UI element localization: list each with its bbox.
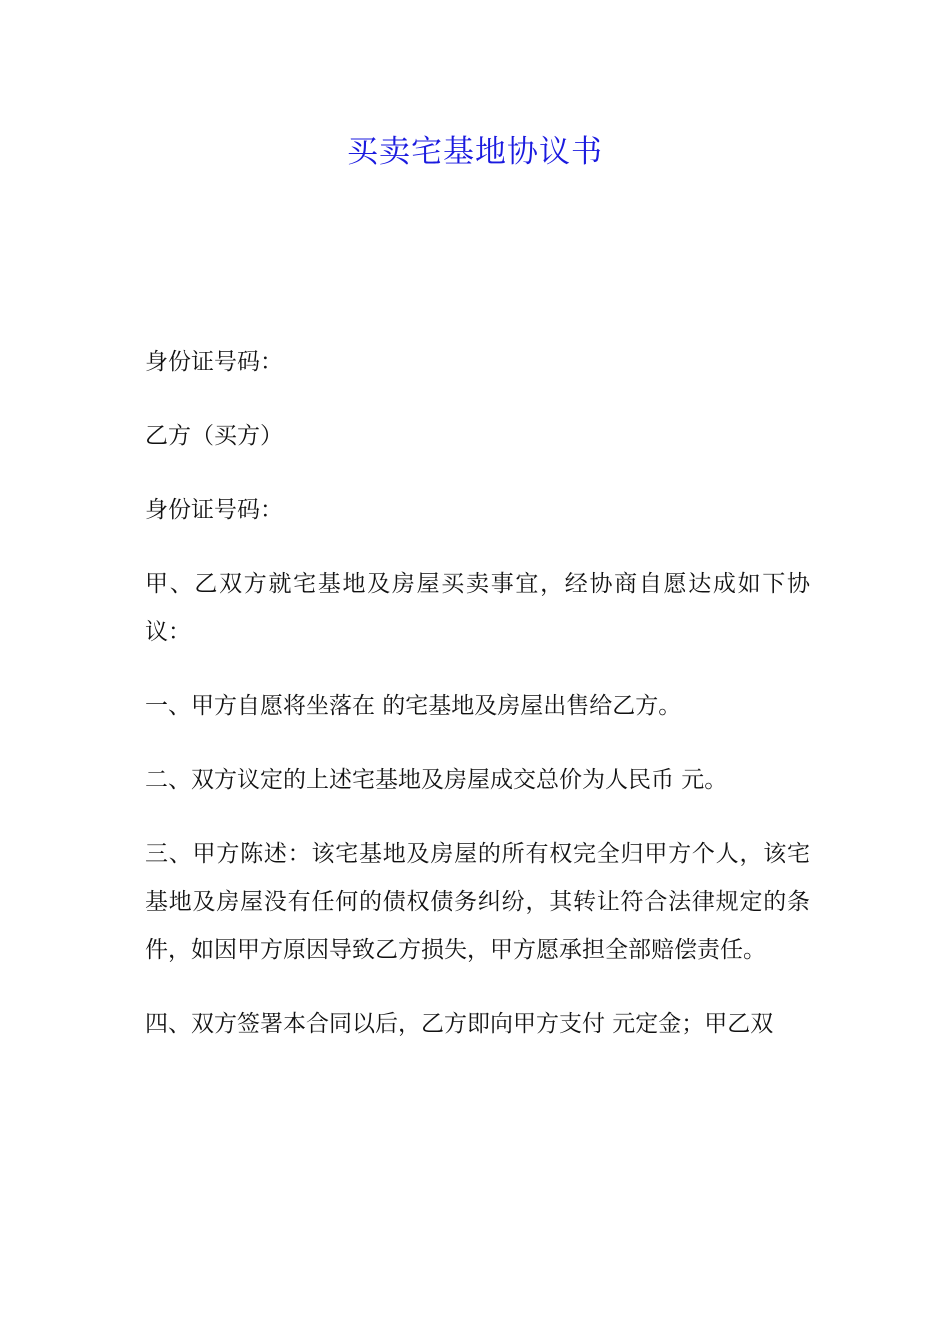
paragraph-clause-4: 四、双方签署本合同以后，乙方即向甲方支付 元定金；甲乙双 [145, 1011, 774, 1037]
paragraph-id-number-buyer: 身份证号码： [145, 497, 283, 523]
paragraph-clause-3: 三、甲方陈述：该宅基地及房屋的所有权完全归甲方个人，该宅基地及房屋没有任何的债权债务纠纷，其转让符合法律规定的条件，如因甲方原因导致乙方损失，甲方愿承担全部赔偿责任。 [145, 841, 810, 963]
paragraph-clause-1: 一、甲方自愿将坐落在 的宅基地及房屋出售给乙方。 [145, 693, 682, 719]
paragraph-clause-2: 二、双方议定的上述宅基地及房屋成交总价为人民币 元。 [145, 767, 728, 793]
paragraph-id-number-seller: 身份证号码： [145, 349, 283, 375]
paragraph-preamble: 甲、乙双方就宅基地及房屋买卖事宜，经协商自愿达成如下协议： [145, 571, 810, 645]
paragraph-party-b: 乙方（买方） [145, 423, 283, 449]
document-body [145, 338, 810, 1074]
document-title: 买卖宅基地协议书 [347, 134, 603, 170]
